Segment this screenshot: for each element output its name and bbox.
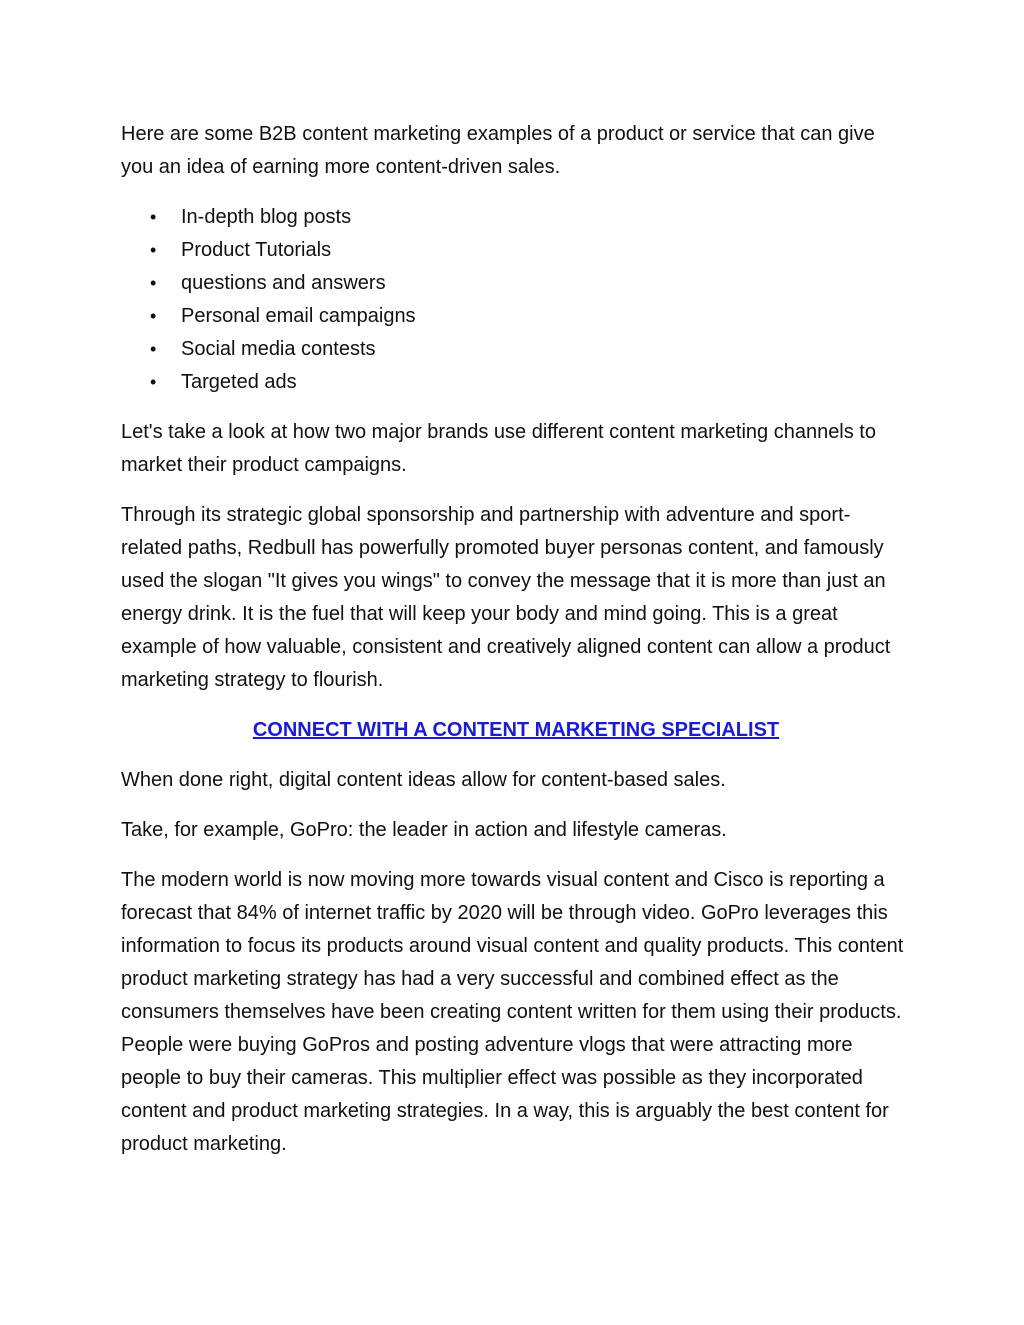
gopro-body-paragraph: The modern world is now moving more towards visual content and Cisco is reporting a forecast that 84% of internet traffic by 2020 will be through video. GoPro leverages this information to focus its products around visual content and quality products. This content product marketing strategy has had a very successful and combined effect as the consumers themselves have been creating content written for them using their products. People were buying GoPros and posting adventure vlogs that were attracting more people to buy their cameras. This multiplier effect was possible as they incorporated content and product marketing strategies. In a way, this is arguably the best content for product marketing. — [121, 869, 904, 1155]
list-item-text: Product Tutorials — [181, 239, 332, 261]
bullet-icon: • — [150, 306, 157, 326]
list-item — [121, 201, 911, 234]
cta-container — [121, 714, 911, 747]
list-item — [121, 267, 911, 300]
list-item-text: Personal email campaigns — [181, 305, 416, 327]
list-item — [121, 234, 911, 267]
content-specialist-link[interactable]: CONNECT WITH A CONTENT MARKETING SPECIALIST — [252, 719, 780, 741]
list-item-text: Targeted ads — [181, 371, 297, 393]
bullet-icon: • — [150, 207, 157, 227]
list-item — [121, 366, 911, 399]
redbull-paragraph: Through its strategic global sponsorship and partnership with adventure and sport-related paths, Redbull has powerfully promoted buyer personas content, and famously used the slogan "It gives you wings" to convey the message that it is more than just an energy drink. It is the fuel that will keep your body and mind going. This is a great example of how valuable, consistent and creatively aligned content can allow a product marketing strategy to flourish. — [121, 504, 891, 691]
list-item-text: In-depth blog posts — [181, 206, 352, 228]
bullet-icon: • — [150, 273, 157, 293]
bullet-icon: • — [150, 240, 157, 260]
document-page — [121, 118, 911, 1161]
list-item-text: questions and answers — [181, 272, 386, 294]
transition-paragraph: Let's take a look at how two major brands use different content marketing channels to market their product campaigns. — [121, 421, 876, 476]
examples-list — [121, 201, 911, 399]
bullet-icon: • — [150, 372, 157, 392]
list-item-text: Social media contests — [181, 338, 376, 360]
gopro-intro-paragraph: Take, for example, GoPro: the leader in action and lifestyle cameras. — [121, 819, 727, 841]
done-right-paragraph: When done right, digital content ideas allow for content-based sales. — [121, 769, 726, 791]
intro-paragraph: Here are some B2B content marketing examples of a product or service that can give you an idea of earning more content-driven sales. — [121, 123, 875, 178]
bullet-icon: • — [150, 339, 157, 359]
list-item — [121, 333, 911, 366]
list-item — [121, 300, 911, 333]
